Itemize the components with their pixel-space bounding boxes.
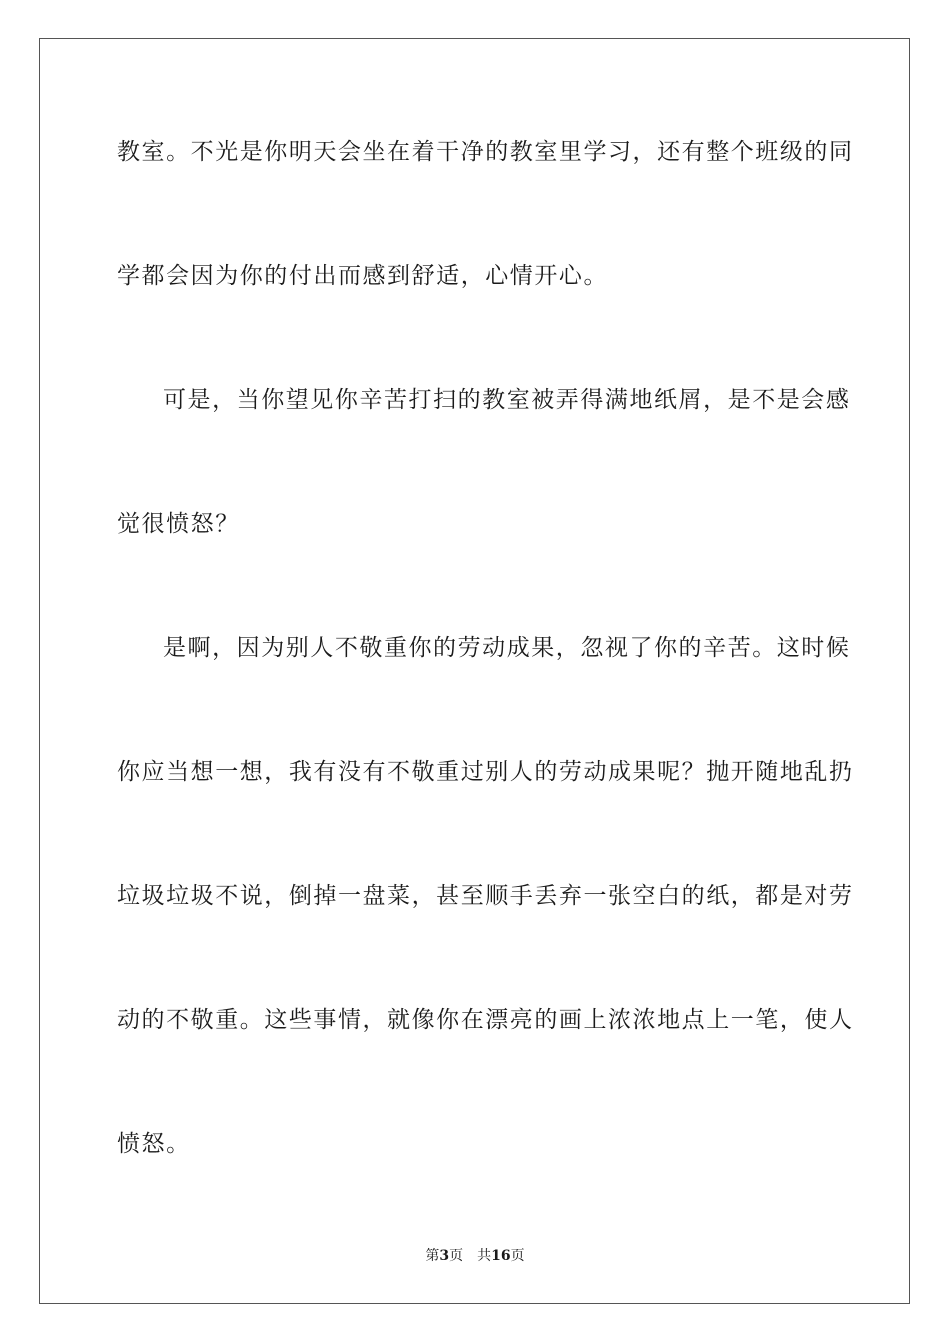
paragraph-line: 教室。不光是你明天会坐在着干净的教室里学习，还有整个班级的同: [117, 139, 854, 165]
total-suffix: 页: [510, 1248, 525, 1264]
paragraph-line: 动的不敬重。这些事情，就像你在漂亮的画上浓浓地点上一笔，使人: [117, 1007, 854, 1033]
paragraph-line: 愤怒。: [117, 1131, 191, 1157]
paragraph-line: 学都会因为你的付出而感到舒适，心情开心。: [117, 263, 608, 289]
page-total: 16: [491, 1248, 511, 1264]
paragraph-line: 是啊，因为别人不敬重你的劳动成果，忽视了你的辛苦。这时候: [163, 635, 851, 661]
paragraph-line: 可是，当你望见你辛苦打扫的教室被弄得满地纸屑，是不是会感: [163, 387, 851, 413]
paragraph-line: 你应当想一想，我有没有不敬重过别人的劳动成果呢？抛开随地乱扔: [117, 759, 854, 785]
total-prefix: 共: [477, 1248, 492, 1264]
page-current: 3: [439, 1248, 450, 1264]
page-prefix: 第: [425, 1248, 440, 1264]
page-suffix: 页: [449, 1248, 464, 1264]
page-border: [39, 38, 910, 1304]
paragraph-line: 垃圾垃圾不说，倒掉一盘菜，甚至顺手丢弃一张空白的纸，都是对劳: [117, 883, 854, 909]
page-footer: [0, 1246, 950, 1266]
paragraph-line: 觉很愤怒？: [117, 511, 240, 537]
